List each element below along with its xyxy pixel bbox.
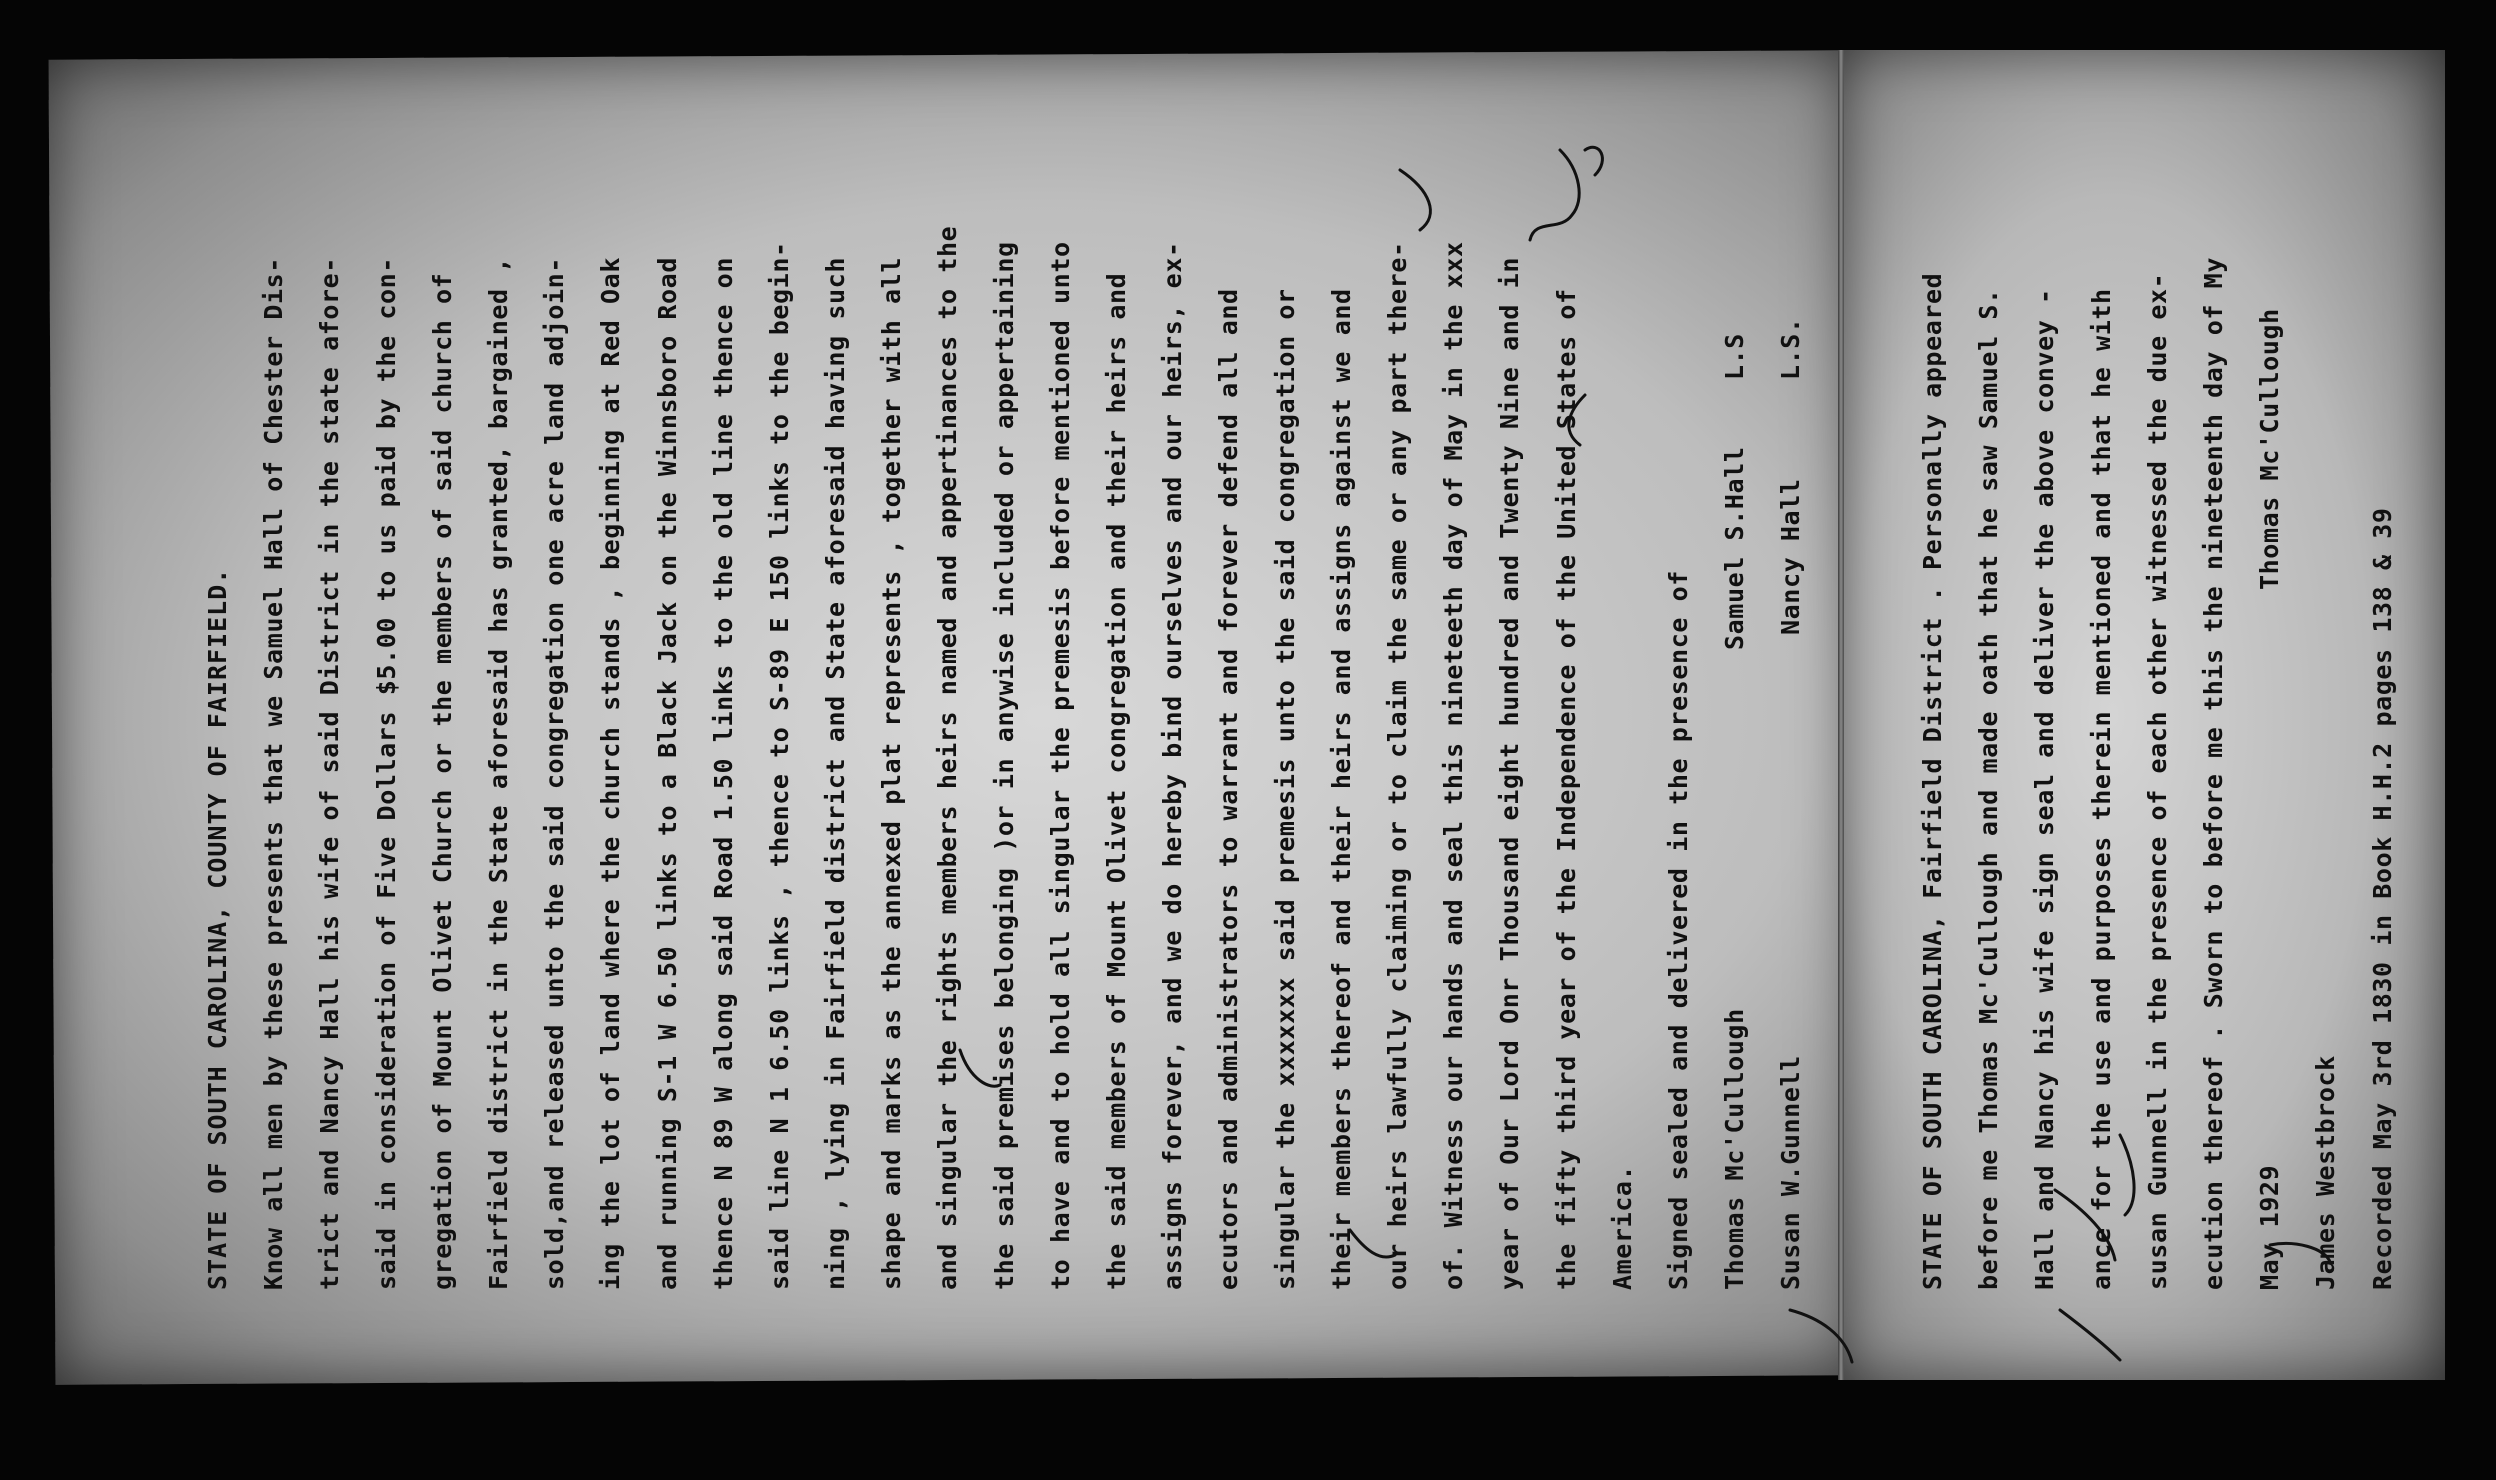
signer-1: Samuel S.Hall [1720, 446, 1750, 650]
deed-line: year of Our Lord Onr Thousand eight hundred and Twenty Nine and in [1495, 257, 1525, 1290]
deed-line: said line N 1 6.50 links , thence to S-89 E 150 links to the begin- [764, 241, 794, 1290]
deed-line: Fairfield district in the State aforesaid has granted, bargained , [483, 257, 513, 1290]
deed-line: trict and Nancy Hall his wife of said District in the state afore- [315, 257, 345, 1290]
affidavit-text [1905, 110, 2465, 1290]
deed-line: singular the xxxxxxx said premesis unto the said congregation or [1270, 288, 1300, 1290]
affidavit-line: STATE OF SOUTH CAROLINA, Fairfield District . Personally appeared [1918, 272, 1947, 1290]
recorded-line: Recorded May 3rd 1830 in Book H.H.2 pages 138 & 39 [2367, 507, 2397, 1290]
affiant-name: Thomas Mc'Cullough [2255, 308, 2285, 590]
deed-line: assigns forever, and we do hereby bind ourselves and our heirs, ex- [1158, 241, 1188, 1290]
deed-line: ecutors and administrators to warrant and forever defend all and [1214, 288, 1244, 1290]
deed-text [190, 110, 1806, 1290]
deed-line: thence N 89 W along said Road 1.50 links to the old line thence on [708, 257, 738, 1290]
deed-line: and singular the rights members heirs named and appertinances to the [933, 225, 963, 1290]
signature-line-2 [1763, 110, 1819, 1290]
deed-line: ning , lying in Fairfield district and State aforesaid having such [821, 257, 851, 1290]
affidavit-line: Hall and Nancy his wife sign seal and deliver the above convey - [2030, 288, 2060, 1290]
deed-line: said in consideration of Five Dollars $5.00 to us paid by the con- [371, 257, 401, 1290]
signer-2: Nancy Hall [1776, 478, 1806, 635]
deed-line: the fifty third year of the Independence of the United States of [1551, 288, 1581, 1290]
deed-line: our heirs lawfully claiming or to claim the same or any part there- [1382, 241, 1412, 1290]
deed-line: America. [1607, 1164, 1637, 1290]
officer-name: James Westbrock [2311, 1055, 2341, 1290]
affidavit-date: May 1929 [2255, 1164, 2285, 1290]
affidavit-line: before me Thomas Mc'Cullough and made oath that he saw Samuel S. [1974, 288, 2004, 1290]
deed-heading: STATE OF SOUTH CAROLINA, COUNTY OF FAIRFIELD. [203, 567, 232, 1290]
affidavit-line: ance for the use and purposes therein mentioned and that he with [2086, 288, 2116, 1290]
deed-line: shape and marks as the annexed plat represents , together with all [877, 257, 907, 1290]
affidavit-line: susan Gunnell in the presence of each other witnessed the due ex- [2142, 272, 2172, 1290]
deed-line: to have and to hold all singular the premesis before mentioned unto [1045, 241, 1075, 1290]
signer-1-mark: L.S [1720, 333, 1750, 380]
deed-line: the said premises belonging )or in anywise included or appertaining [989, 241, 1019, 1290]
affidavit-line: ecution thereof . Sworn to before me this the nineteenth day of My [2198, 257, 2228, 1290]
witness-1: Thomas Mc'Cullough [1720, 1008, 1750, 1290]
deed-line: Know all men by these presents that we Samuel Hall of Chester Dis- [259, 257, 289, 1290]
deed-line: ing the lot of land where the church stands , beginning at Red Oak [596, 257, 626, 1290]
deed-line: the said members of Mount Olivet congregation and their heirs and [1102, 272, 1131, 1290]
deed-line: gregation of Mount Olivet Church or the members of said church of [427, 272, 457, 1290]
witness-2: Susan W.Gunnell [1776, 1055, 1806, 1290]
signature-line-1 [1707, 110, 1763, 1290]
deed-line: their members thereof and their heirs and assigns against we and [1326, 288, 1356, 1290]
deed-line: of. Witness our hands and seal this nineteeth day of May in the xxx [1439, 241, 1469, 1290]
signed-sealed-line: Signed sealed and delivered in the presence of [1663, 570, 1693, 1290]
signer-2-mark: L.S. [1776, 317, 1806, 380]
deed-line: sold,and released unto the said congregation one acre land adjoin- [540, 257, 570, 1290]
deed-line: and running S-1 W 6.50 links to a Black Jack on the Winnsboro Road [652, 257, 682, 1290]
affidavit-date-line [2242, 110, 2298, 1290]
page-fold [1838, 50, 1844, 1380]
